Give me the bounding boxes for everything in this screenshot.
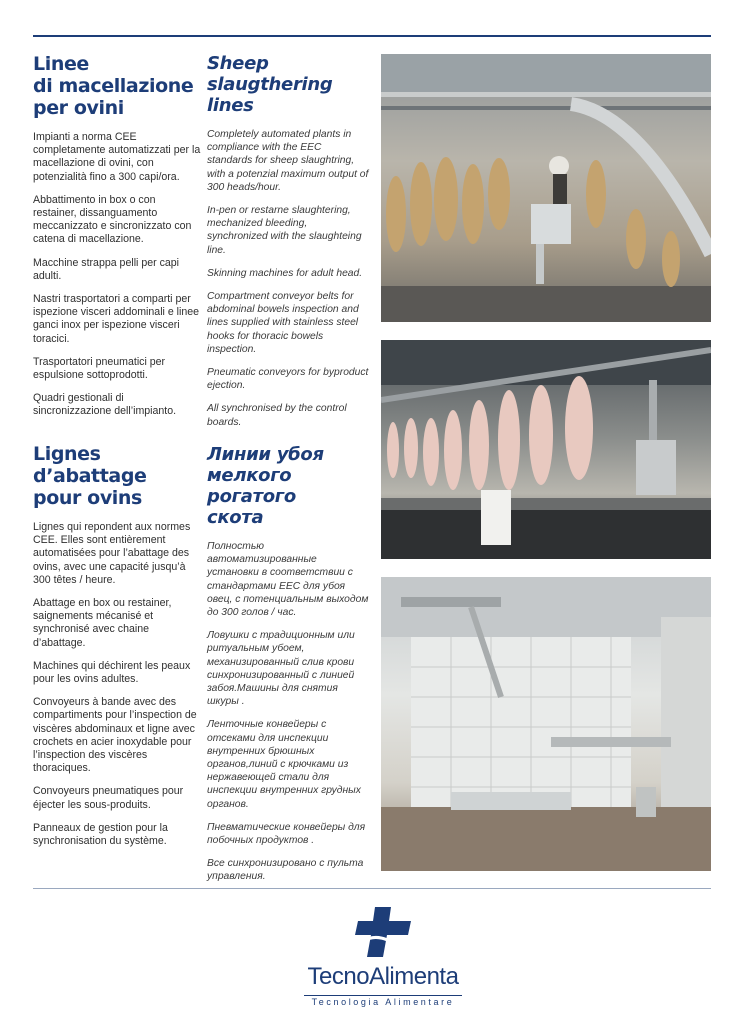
russian-paragraph: Ловушки с традиционным или ритуальным убоем, механизированный слив крови синхронизированный с линией забоя.Машины для снятия шкуры . bbox=[207, 630, 355, 708]
english-paragraph: Compartment conveyor belts for abdominal bowels inspection and lines supplied with stainless steel hooks for thoracic bowels inspection. bbox=[207, 291, 359, 355]
italian-heading-line: per ovini bbox=[33, 97, 124, 119]
russian-heading-line: мелкого рогатого bbox=[207, 465, 296, 507]
italian-paragraph: Trasportatori pneumatici per espulsione sottoprodotti. bbox=[33, 355, 166, 382]
english-paragraph: In-pen or restarne slaughtering, mechanized bleeding, synchronized with the slaughteing line. bbox=[207, 205, 362, 256]
italian-paragraph: Quadri gestionali di sincronizzazione dell’impianto. bbox=[33, 392, 177, 418]
logo-tagline: Tecnologia Alimentare bbox=[311, 997, 455, 1007]
russian-heading bbox=[207, 444, 369, 528]
french-paragraph: Convoyeurs pneumatiques pour éjecter les sous-produits. bbox=[33, 785, 184, 811]
italian-heading bbox=[33, 53, 201, 119]
russian-paragraph: Все синхронизировано с пульта управления. bbox=[207, 858, 364, 883]
russian-heading-line: Линии убоя bbox=[207, 444, 324, 465]
slaughter-line-photo bbox=[381, 54, 711, 322]
french-heading-line: pour ovins bbox=[33, 487, 142, 509]
english-paragraph: Skinning machines for adult head. bbox=[207, 267, 363, 279]
logo-name: TecnoAlimenta bbox=[307, 963, 459, 990]
carcass-line-illustration bbox=[381, 340, 711, 559]
french-paragraph: Abattage en box ou restainer, saignements mécanisé et synchronisé avec chaine d’abattage. bbox=[33, 597, 172, 649]
italian-heading-line: Linee bbox=[33, 53, 89, 75]
top-rule bbox=[33, 35, 711, 37]
french-paragraph: Convoyeurs à bande avec des compartiments pour l’inspection de viscères abdominaux et ligne avec crochets en acier inoxydable pour l’inspection des viscères thoraciques. bbox=[33, 696, 197, 775]
italian-paragraph: Macchine strappa pelli per capi adulti. bbox=[33, 256, 180, 282]
italian-paragraph: Nastri trasportatori a comparti per ispezione visceri addominali e linee ganci inox per ispezione visceri toracici. bbox=[33, 293, 200, 345]
russian-heading-line: скота bbox=[207, 507, 264, 528]
tecnoalimenta-logo bbox=[304, 905, 462, 1010]
english-paragraph: Pneumatic conveyors for byproduct ejection. bbox=[207, 367, 369, 392]
carcass-line-photo bbox=[381, 340, 711, 559]
processing-room-illustration bbox=[381, 577, 711, 871]
italian-section bbox=[33, 53, 201, 429]
french-paragraph: Machines qui déchirent les peaux pour les ovins adultes. bbox=[33, 659, 191, 686]
logo-divider bbox=[304, 995, 462, 996]
russian-paragraph: Пневматические конвейеры для побочных продуктов . bbox=[207, 821, 366, 847]
french-heading bbox=[33, 443, 199, 509]
french-heading-line: Lignes d’abattage bbox=[33, 443, 147, 487]
cross-logo-icon bbox=[353, 905, 413, 960]
french-paragraph: Lignes qui repondent aux normes CEE. Elles sont entièrement automatisées pour l’abattage des ovins, avec une capacité jusqu’à 300 têtes / heure. bbox=[33, 521, 191, 586]
english-paragraph: Completely automated plants in compliance with the EEC standards for sheep slaughtring, with a potenzial maximum output of 300 heads/hour. bbox=[207, 129, 369, 193]
russian-section bbox=[207, 444, 369, 894]
english-heading-line: Sheep bbox=[207, 53, 269, 74]
italian-heading-line: di macellazione bbox=[33, 75, 194, 97]
slaughter-line-illustration bbox=[381, 54, 711, 322]
english-paragraph: All synchronised by the control boards. bbox=[207, 403, 347, 428]
english-heading bbox=[207, 53, 369, 116]
english-section bbox=[207, 53, 369, 439]
italian-paragraph: Impianti a norma CEE completamente automatizzati per la macellazione di ovini, con potenzialità fino a 300 capi/ora. bbox=[33, 131, 201, 183]
russian-paragraph: Полностью автоматизированные установки в соответствии с стандартами ЕЕС для убоя овец, с потенциальным выходом до 300 голов / час. bbox=[207, 541, 369, 619]
italian-paragraph: Abbattimento in box o con restainer, dissanguamento meccanizzato e sincronizzato con catena di macellazione. bbox=[33, 193, 192, 246]
french-section bbox=[33, 443, 199, 858]
russian-paragraph: Ленточные конвейеры с отсеками для инспекции внутренних брюшных органов,линий с крючками из нержавеющей стали для инспекции внутренних грудных органов. bbox=[207, 719, 361, 810]
french-paragraph: Panneaux de gestion pour la synchronisation du système. bbox=[33, 821, 168, 848]
english-heading-line: slaugthering lines bbox=[207, 74, 333, 116]
bottom-rule bbox=[33, 888, 711, 889]
processing-room-photo bbox=[381, 577, 711, 871]
